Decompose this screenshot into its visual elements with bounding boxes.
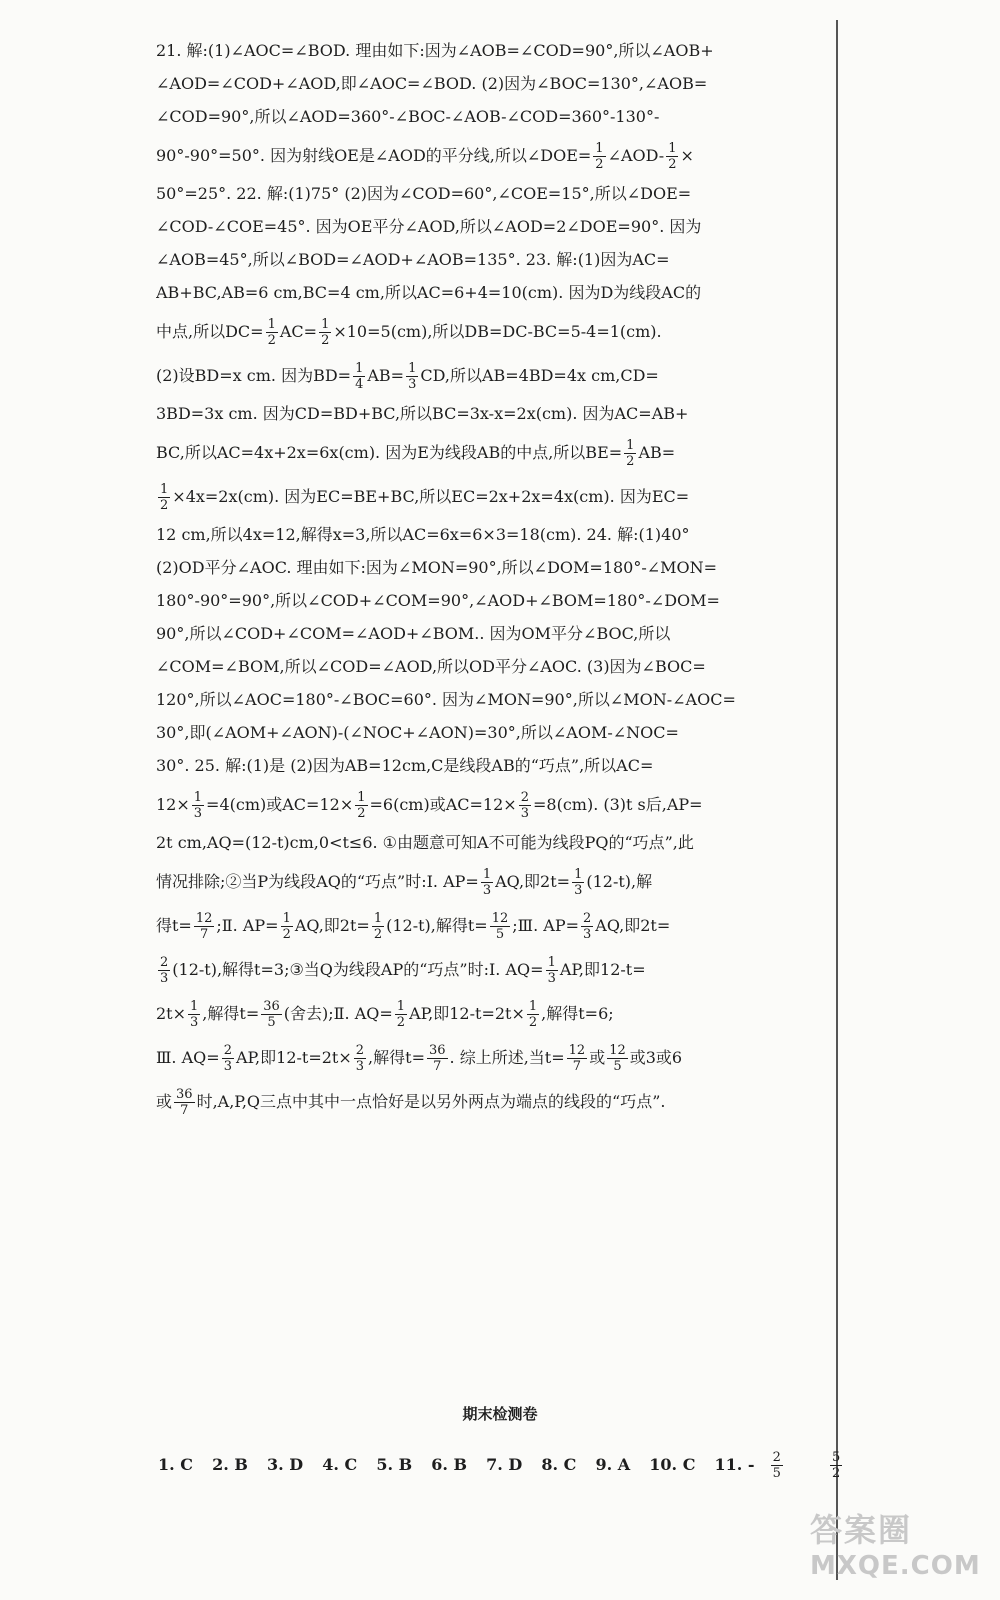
fraction: $\frac{12}{7}$ — [195, 911, 213, 942]
text-segment: =8(cm). (3)t s后,AP= — [532, 795, 703, 814]
text-line: ∠AOD=∠COD+∠AOD,即∠AOC=∠BOD. (2)因为∠BOC=130°,∠AOB= — [156, 74, 708, 93]
section-title: 期末检测卷 — [462, 1405, 538, 1423]
text-line — [156, 788, 814, 822]
text-segment: AP,即12-t=2t× — [409, 1004, 525, 1023]
text-line — [156, 359, 814, 393]
answer-item: 7. D — [486, 1455, 523, 1474]
text-line: 50°=25°. 22. 解:(1)75° (2)因为∠COD=60°,∠COE=15°,所以∠DOE= — [156, 184, 692, 203]
text-segment: ,解得t= — [202, 1004, 260, 1023]
text-segment: ×10=5(cm),所以DB=DC-BC=5-4=1(cm). — [333, 322, 662, 341]
fraction: $\frac{1}{2}$ — [668, 141, 677, 172]
page-right-border — [836, 20, 838, 1580]
fraction: $\frac{1}{4}$ — [355, 361, 364, 392]
fraction: $\frac{1}{3}$ — [193, 790, 203, 821]
text-segment: 或 — [156, 1092, 173, 1111]
text-line — [156, 1085, 814, 1119]
text-segment: 时,A,P,Q三点中其中一点恰好是以另外两点为端点的线段的“巧点”. — [196, 1092, 666, 1111]
text-segment: 情况排除;②当P为线段AQ的“巧点”时:Ⅰ. AP= — [156, 872, 479, 891]
text-line — [156, 997, 814, 1031]
fraction: $\frac{5}{2}$ — [831, 1450, 841, 1481]
text-line: ∠COD=90°,所以∠AOD=360°-∠BOC-∠AOB-∠COD=360°-130°- — [156, 107, 660, 126]
text-segment: 12× — [156, 795, 190, 814]
fraction: $\frac{2}{5}$ — [772, 1450, 781, 1481]
text-line: ∠AOB=45°,所以∠BOD=∠AOD+∠AOB=135°. 23. 解:(1)因为AC= — [156, 250, 670, 269]
fraction: $\frac{1}{2}$ — [160, 482, 169, 513]
text-line — [156, 480, 814, 514]
text-segment: =4(cm)或AC=12× — [206, 795, 354, 814]
text-segment: ×4x=2x(cm). 因为EC=BE+BC,所以EC=2x+2x=4x(cm). 因为EC= — [172, 487, 690, 506]
fraction: $\frac{1}{2}$ — [321, 317, 330, 348]
text-line: 30°,即(∠AOM+∠AON)-(∠NOC+∠AON)=30°,所以∠AOM-∠NOC= — [156, 723, 679, 742]
text-line — [156, 909, 814, 943]
fraction: $\frac{1}{2}$ — [357, 790, 366, 821]
text-line — [156, 436, 814, 470]
text-segment: ∠AOD- — [607, 146, 665, 165]
text-segment: CD,所以AB=4BD=4x cm,CD= — [420, 366, 659, 385]
text-line: (2)OD平分∠AOC. 理由如下:因为∠MON=90°,所以∠DOM=180°-∠MON= — [156, 558, 718, 577]
text-segment: ;Ⅱ. AP= — [216, 916, 279, 935]
text-line: 30°. 25. 解:(1)是 (2)因为AB=12cm,C是线段AB的“巧点”,所以AC= — [156, 756, 654, 775]
fraction: $\frac{1}{3}$ — [190, 999, 199, 1030]
text-line — [156, 139, 814, 173]
text-segment: AP,即12-t= — [559, 960, 646, 979]
text-line: 3BD=3x cm. 因为CD=BD+BC,所以BC=3x-x=2x(cm). 因为AC=AB+ — [156, 404, 689, 423]
text-segment: ;Ⅲ. AP= — [512, 916, 579, 935]
text-line: AB+BC,AB=6 cm,BC=4 cm,所以AC=6+4=10(cm). 因为D为线段AC的 — [156, 283, 702, 302]
answer-item: 1. C — [158, 1455, 194, 1474]
text-segment: 得t= — [156, 916, 192, 935]
text-segment: . 综上所述,当t= — [449, 1048, 565, 1067]
text-line — [156, 865, 814, 899]
text-segment: Ⅲ. AQ= — [156, 1048, 220, 1067]
fraction: $\frac{1}{2}$ — [595, 141, 604, 172]
text-segment: AB= — [367, 366, 405, 385]
text-segment: 或3或6 — [629, 1048, 683, 1067]
text-segment: (12-t),解得t=3;③当Q为线段AP的“巧点”时:Ⅰ. AQ= — [172, 960, 544, 979]
text-segment: 90°-90°=50°. 因为射线OE是∠AOD的平分线,所以∠DOE= — [156, 146, 592, 165]
fraction: $\frac{2}{3}$ — [520, 790, 529, 821]
answer-item: 11. - — [714, 1455, 755, 1474]
text-segment: AQ,即2t= — [595, 916, 671, 935]
text-line: 21. 解:(1)∠AOC=∠BOD. 理由如下:因为∠AOB=∠COD=90°,所以∠AOB+ — [156, 41, 714, 60]
text-segment: (舍去);Ⅱ. AQ= — [283, 1004, 393, 1023]
text-segment: 或 — [589, 1048, 606, 1067]
fraction: $\frac{1}{2}$ — [373, 911, 383, 942]
answer-item: 4. C — [322, 1455, 358, 1474]
watermark-text: 答案圈 — [810, 1511, 913, 1549]
text-line: 180°-90°=90°,所以∠COD+∠COM=90°,∠AOD+∠BOM=180°-∠DOM= — [156, 591, 720, 610]
fraction: $\frac{12}{5}$ — [609, 1043, 626, 1074]
fraction: $\frac{1}{3}$ — [408, 361, 417, 392]
text-segment: AB= — [638, 443, 676, 462]
answer-item: 8. C — [541, 1455, 577, 1474]
fraction: $\frac{2}{3}$ — [223, 1043, 232, 1074]
fraction: $\frac{1}{3}$ — [482, 867, 492, 898]
text-segment: BC,所以AC=4x+2x=6x(cm). 因为E为线段AB的中点,所以BE= — [156, 443, 623, 462]
text-segment: AQ,即2t= — [495, 872, 571, 891]
text-line: 90°,所以∠COD+∠COM=∠AOD+∠BOM.. 因为OM平分∠BOC,所以 — [156, 624, 671, 643]
text-line: ∠COD-∠COE=45°. 因为OE平分∠AOD,所以∠AOD=2∠DOE=90°. 因为 — [156, 217, 702, 236]
fraction: $\frac{2}{3}$ — [160, 955, 169, 986]
text-line — [156, 953, 814, 987]
text-segment: 中点,所以DC= — [156, 322, 264, 341]
text-segment: AQ,即2t= — [294, 916, 370, 935]
watermark-logo — [810, 1505, 990, 1595]
fraction: $\frac{1}{2}$ — [626, 438, 635, 469]
fraction: $\frac{1}{2}$ — [267, 317, 276, 348]
fraction: $\frac{1}{2}$ — [282, 911, 291, 942]
text-line — [156, 1041, 814, 1075]
answer-item: 3. D — [267, 1455, 304, 1474]
text-segment: ,解得t=6; — [541, 1004, 614, 1023]
answer-item: 10. C — [649, 1455, 696, 1474]
text-line: 120°,所以∠AOC=180°-∠BOC=60°. 因为∠MON=90°,所以∠MON-∠AOC= — [156, 690, 736, 709]
fraction: $\frac{2}{3}$ — [582, 911, 592, 942]
fraction: $\frac{36}{7}$ — [176, 1087, 193, 1118]
text-segment: (12-t),解得t= — [386, 916, 488, 935]
fraction: $\frac{1}{3}$ — [574, 867, 583, 898]
text-segment: × — [680, 146, 694, 165]
solution-text — [156, 40, 814, 1129]
text-segment: 2t× — [156, 1004, 187, 1023]
fraction: $\frac{1}{2}$ — [396, 999, 406, 1030]
text-line: 12 cm,所以4x=12,解得x=3,所以AC=6x=6×3=18(cm). 24. 解:(1)40° — [156, 525, 690, 544]
text-segment: (12-t),解 — [586, 872, 653, 891]
text-segment: (2)设BD=x cm. 因为BD= — [156, 366, 352, 385]
answer-key — [158, 1450, 870, 1481]
fraction: $\frac{36}{7}$ — [428, 1043, 446, 1074]
text-segment: ,解得t= — [368, 1048, 425, 1067]
answer-item: 5. B — [376, 1455, 413, 1474]
answer-item: 9. A — [595, 1455, 631, 1474]
text-line — [156, 315, 814, 349]
fraction: $\frac{36}{5}$ — [263, 999, 280, 1030]
watermark-url: MXQE.COM — [810, 1551, 981, 1581]
text-segment: AP,即12-t=2t× — [235, 1048, 352, 1067]
fraction: $\frac{1}{2}$ — [528, 999, 538, 1030]
fraction: $\frac{2}{3}$ — [355, 1043, 365, 1074]
answer-item: 2. B — [212, 1455, 248, 1474]
answer-item: 6. B — [431, 1455, 468, 1474]
text-segment: AC= — [279, 322, 318, 341]
fraction: $\frac{12}{7}$ — [568, 1043, 586, 1074]
text-line: 2t cm,AQ=(12-t)cm,0<t≤6. ①由题意可知A不可能为线段PQ的“巧点”,此 — [156, 833, 694, 852]
text-line: ∠COM=∠BOM,所以∠COD=∠AOD,所以OD平分∠AOC. (3)因为∠BOC= — [156, 657, 706, 676]
text-segment: =6(cm)或AC=12× — [369, 795, 517, 814]
fraction: $\frac{12}{5}$ — [491, 911, 509, 942]
fraction: $\frac{1}{3}$ — [547, 955, 556, 986]
